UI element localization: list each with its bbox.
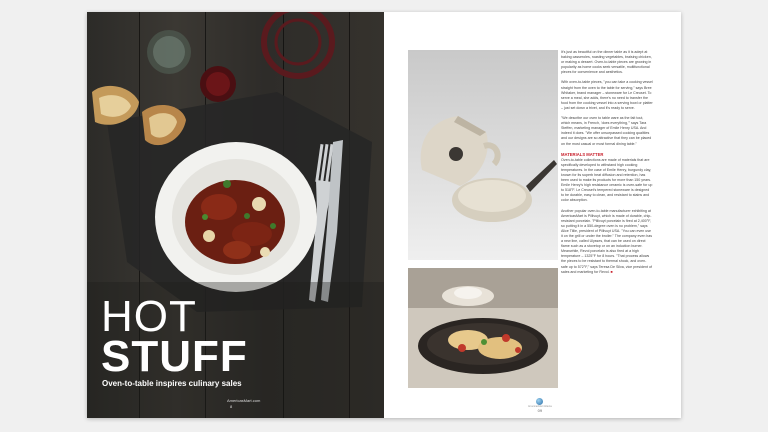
trivet [264, 12, 332, 76]
logo-icon [536, 398, 543, 405]
stew [185, 180, 285, 264]
right-page [384, 12, 681, 418]
body-paragraph: With oven-to-table pieces, "you can take a cooking vessel straight from the oven to the table for serving," says Bree Whitaker, brand manager – stoneware for Le Creuset. To serve a meal, she adds, there's no need to transfer the food from the cooking vessel into a serving bowl or platter – just set down a trivet, and it's ready to serve. [561, 80, 653, 110]
article-body [561, 50, 653, 280]
folio-right [528, 398, 552, 413]
body-paragraph-text: Another popular oven-to-table manufacturer exhibiting at AmericasMart is Pillivuyt, which is made of durable, chip-resistant porcelain. "Pillivuyt porcelain is fired at 2,400°F, so putting it in a 550-degree oven is no problem," says Alice Tillie, president of Pillivuyt USA. "You can even use it on the grill or under the broiler." The company even has a new line, called Ulysses, that can be used on direct flame such as a stovetop or on an induction burner. Meanwhile, Revol porcelain is also fired at a high temperature – 1325°F for 8 hours. "That process allows the pieces to be resistant to thermal shock, and oven-safe up to 572°F," says Teresa De Silva, vice president of sales and marketing for Revol. [561, 208, 653, 274]
page-number-right: 09 [537, 408, 543, 413]
headline [101, 292, 248, 382]
headline-subtitle: Oven-to-table inspires culinary sales [102, 379, 242, 388]
body-paragraph [561, 209, 653, 275]
headline-hot: HOT [101, 292, 197, 341]
body-paragraph: It's just as beautiful on the dinner table as it is adept at baking casseroles, roasting vegetables, braising chicken, or making a dessert. Oven-to-table pieces are growing in popularity as home cooks seek versatile, multifunctional pieces for convenience and aesthetics. [561, 50, 652, 75]
body-paragraph: "We describe our oven to table ware as the fait tout, which means, in French, 'does everything,'" says Tara Steffen, marketing manager of Emile Henry USA. And indeed it does. "We offer unsurpassed cooking qualities and our designs are so attractive that they can be placed on the most casual or most formal dining table." [561, 116, 652, 146]
headline-stuff: STUFF [101, 332, 248, 382]
body-paragraph: Oven-to-table collections are made of materials that are specifically developed to withstand high cooking temperatures. In the case of Emile Henry, burgundy clay, known for its superb heat diffusion and retention, has been used to make its products for more than 150 years. Emile Henry's high resistance ceramic is oven-safe for up to 518°F. Le Creuset's tempered stoneware is designed to be durable, easy to clean, and resistant to stains and color absorption. [561, 157, 653, 203]
subhead-materials: MATERIALS MATTER [561, 151, 604, 157]
cookware-photo [408, 50, 558, 260]
left-page [87, 12, 384, 418]
logo-text: AmericasMart Atlanta [528, 405, 552, 408]
folio-website: AmericasMart.com [227, 398, 261, 403]
page-number-left: 8 [230, 404, 233, 409]
dish-photo [408, 268, 558, 388]
magazine-spread [87, 12, 681, 418]
end-mark-icon: ■ [610, 269, 613, 274]
